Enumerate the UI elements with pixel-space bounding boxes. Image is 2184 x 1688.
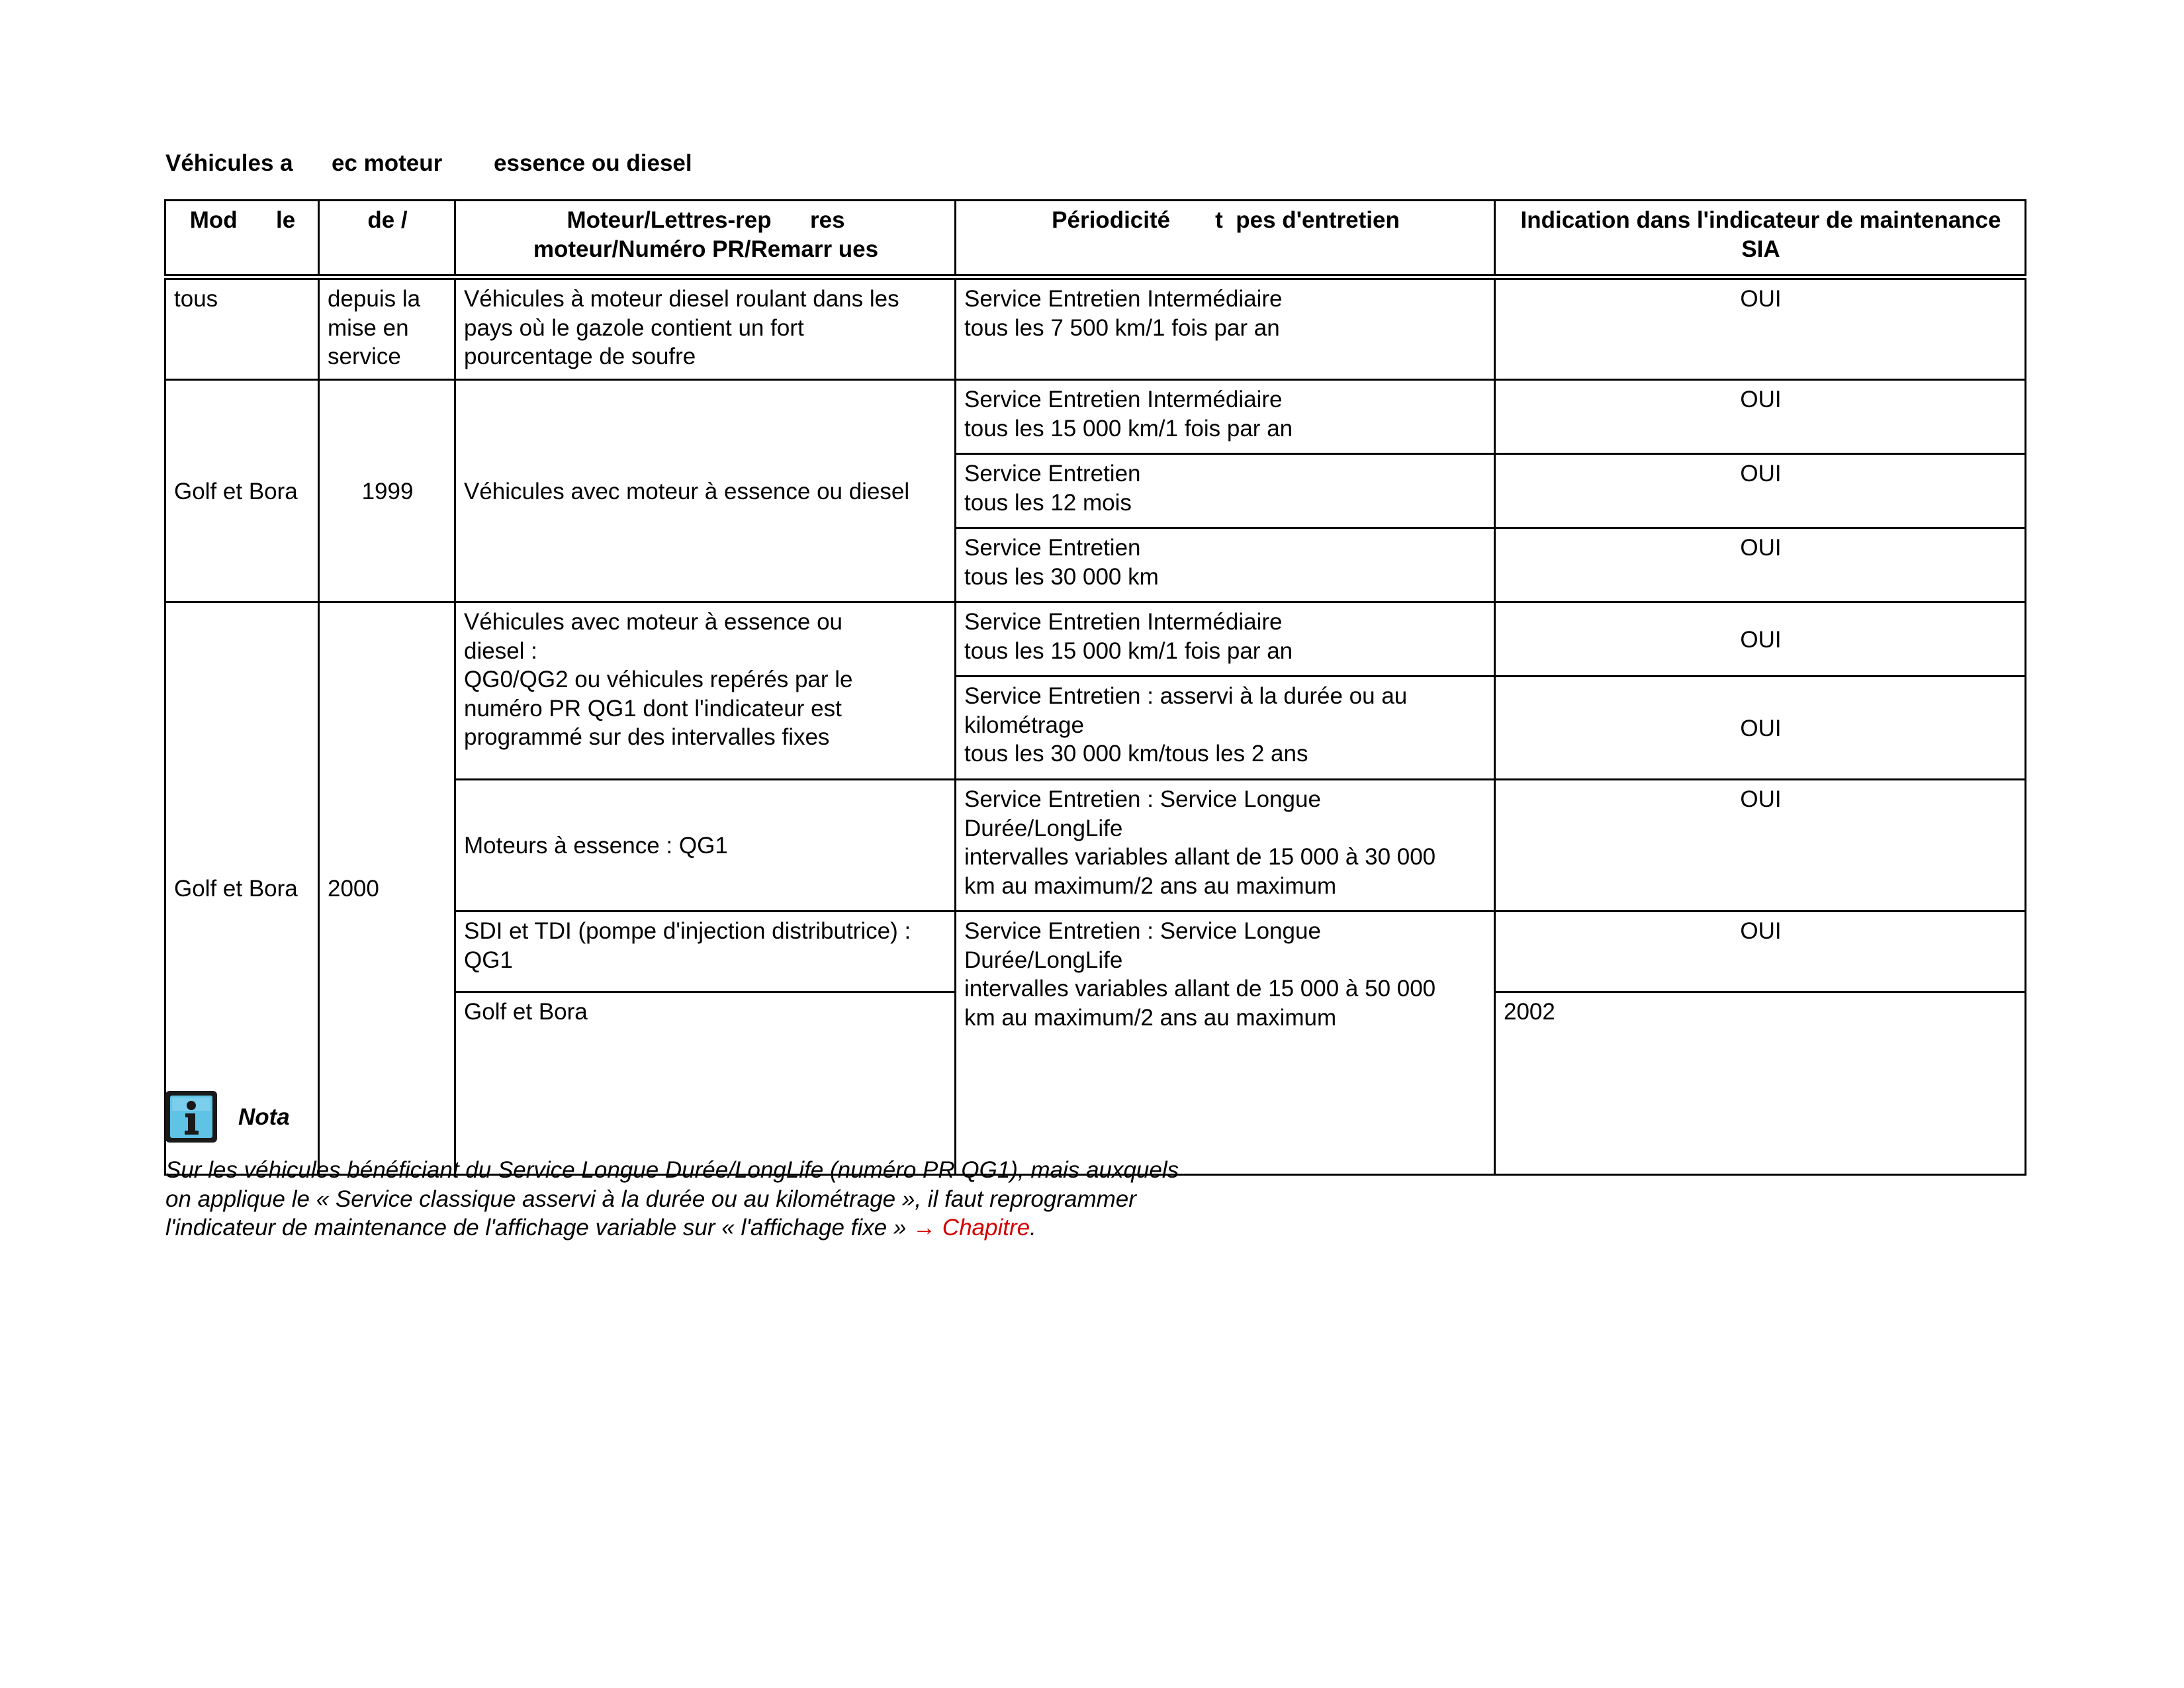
- cell-model: tous: [165, 277, 319, 380]
- nota-line: [165, 1213, 1357, 1243]
- maintenance-table: [164, 199, 2026, 1176]
- cell-year: 2002: [1495, 992, 2026, 1175]
- cell-periodicity: Service Entretien : Service Longue Durée/LongLife intervalles variables allant de 15 000 à 50 000 km au maximum/2 ans au maximum: [956, 912, 1495, 1175]
- cell-sia: OUI: [1495, 454, 2026, 528]
- cell-engine: Moteurs à essence : QG1: [455, 780, 956, 912]
- cell-model: Golf et Bora: [165, 380, 319, 602]
- header-sia: Indication dans l'indicateur de maintenance SIA: [1495, 201, 2026, 277]
- cell-engine: Véhicules avec moteur à essence ou diesel : QG0/QG2 ou véhicules repérés par le numéro PR QG1 dont l'indicateur est programmé sur des intervalles fixes: [455, 602, 956, 780]
- cell-sia: OUI: [1495, 277, 2026, 380]
- cell-sia: OUI: [1495, 602, 2026, 677]
- cell-model: Golf et Bora: [165, 602, 319, 1175]
- cell-periodicity: Service Entretien Intermédiaire tous les 15 000 km/1 fois par an: [956, 380, 1495, 454]
- cell-periodicity: Service Entretien Intermédiaire tous les 7 500 km/1 fois par an: [956, 277, 1495, 380]
- cell-sia: OUI: [1495, 780, 2026, 912]
- cell-periodicity: Service Entretien Intermédiaire tous les 15 000 km/1 fois par an: [956, 602, 1495, 677]
- nota-title: Nota: [238, 1104, 290, 1130]
- nota-line: Sur les véhicules bénéficiant du Service Longue Durée/LongLife (numéro PR QG1), mais auxquels: [165, 1157, 1179, 1183]
- cell-year: depuis la mise en service: [319, 277, 455, 380]
- cell-periodicity: Service Entretien : asservi à la durée ou au kilométrage tous les 30 000 km/tous les 2 ans: [956, 677, 1495, 780]
- cell-sia: OUI: [1495, 380, 2026, 454]
- nota-trailing: .: [1030, 1215, 1036, 1241]
- table-row: [165, 380, 2026, 454]
- nota-line-text: l'indicateur de maintenance de l'affichage variable sur « l'affichage fixe »: [165, 1215, 913, 1241]
- table-row: [165, 277, 2026, 380]
- nota-text: [165, 1156, 1357, 1243]
- cell-engine: Véhicules à moteur diesel roulant dans les pays où le gazole contient un fort pourcentage de soufre: [455, 277, 956, 380]
- cell-sia: OUI: [1495, 677, 2026, 780]
- header-model: Mod le: [165, 201, 319, 277]
- header-year: de /: [319, 201, 455, 277]
- table-header-row: [165, 201, 2026, 277]
- page-title: Véhicules a ec moteur essence ou diesel: [165, 150, 692, 176]
- cell-sia: OUI: [1495, 912, 2026, 992]
- nota-line: on applique le « Service classique asservi à la durée ou au kilométrage », il faut reprogrammer: [165, 1186, 1136, 1212]
- header-engine: Moteur/Lettres-rep res moteur/Numéro PR/Remarr ues: [455, 201, 956, 277]
- info-icon: [164, 1090, 218, 1144]
- cell-periodicity: Service Entretien : Service Longue Durée/LongLife intervalles variables allant de 15 000 à 30 000 km au maximum/2 ans au maximum: [956, 780, 1495, 912]
- cell-sia: OUI: [1495, 528, 2026, 602]
- table-row: [165, 602, 2026, 677]
- header-periodicity: Périodicité t pes d'entretien: [956, 201, 1495, 277]
- cell-engine: Véhicules avec moteur à essence ou diesel: [455, 380, 956, 602]
- cell-year: 1999: [319, 380, 455, 602]
- cell-engine: SDI et TDI (pompe d'injection distributrice) : QG1: [455, 912, 956, 992]
- chapter-link[interactable]: → Chapitre: [913, 1215, 1030, 1241]
- cell-periodicity: Service Entretien tous les 30 000 km: [956, 528, 1495, 602]
- cell-periodicity: Service Entretien tous les 12 mois: [956, 454, 1495, 528]
- cell-model: Golf et Bora: [455, 992, 956, 1175]
- cell-year: 2000: [319, 602, 455, 1175]
